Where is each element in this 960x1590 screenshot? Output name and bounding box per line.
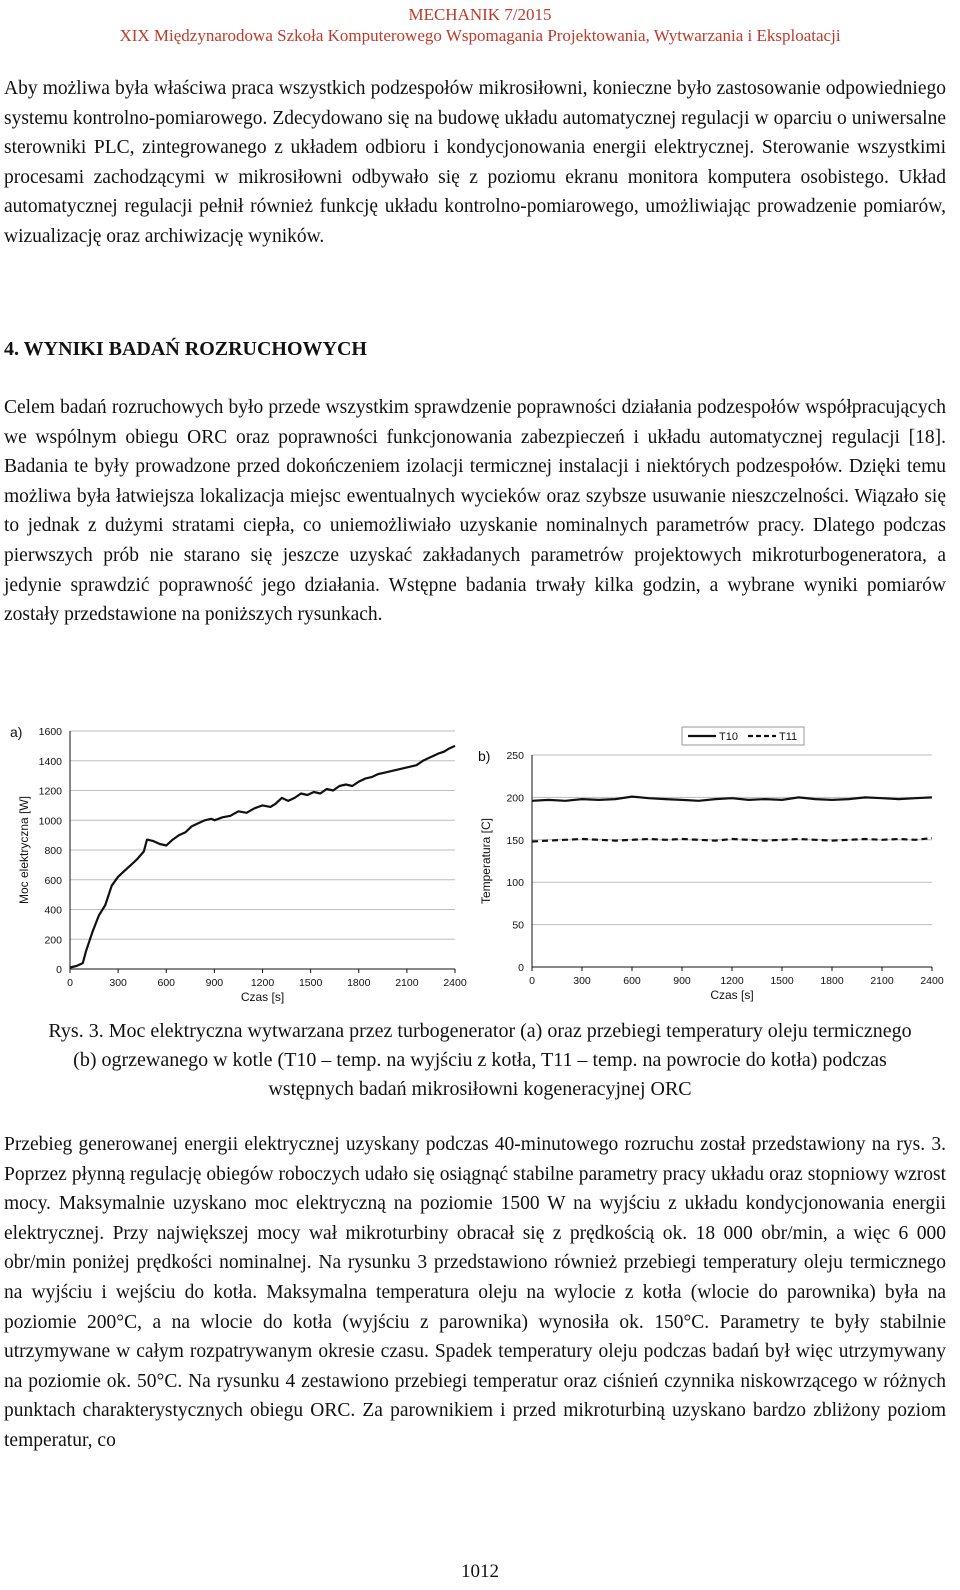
chart-a-ytick-label: 1000	[38, 815, 62, 828]
chart-a-y-axis-label: Moc elektryczna [W]	[17, 795, 31, 905]
chart-b-ytick-label: 200	[506, 792, 524, 805]
chart-b-series-t11-line	[532, 838, 932, 841]
chart-b-panel-label: b)	[478, 748, 491, 764]
chart-b-xtick-label: 2100	[870, 975, 894, 987]
chart-a-xtick-label: 900	[205, 977, 224, 989]
figure-3	[0, 718, 960, 1018]
paragraph-control-system: Aby możliwa była właściwa praca wszystkich podzespołów mikrosiłowni, konieczne było zastosowanie odpowiedniego systemu kontrolno-pomiarowego. Zdecydowano się na budowę układu automatycznej regulacji w oparciu o uniwersalne sterowniki PLC, zintegrowanego z układem odbioru i kondycjonowania energii elektrycznej. Sterowanie wszystkimi procesami zachodzącymi w mikrosiłowni odbywało się z poziomu ekranu monitora komputera osobistego. Układ automatycznej regulacji pełnił również funkcję układu kontrolno-pomiarowego, umożliwiając prowadzenie pomiarów, wizualizację oraz archiwizację wyników.	[4, 78, 946, 247]
conference-title: XIX Międzynarodowa Szkoła Komputerowego Wspomagania Projektowania, Wytwarzania i Eksploatacji	[119, 26, 841, 45]
chart-a-xtick-label: 1800	[347, 977, 371, 989]
chart-a-ytick-label: 0	[56, 964, 62, 976]
chart-a-xtick-label: 0	[67, 977, 73, 989]
chart-b-ytick-label: 250	[506, 750, 524, 762]
chart-a-panel-label: a)	[10, 724, 23, 740]
chart-a-ytick-label: 200	[44, 934, 62, 947]
chart-b-y-axis-label: Temperatura [C]	[479, 817, 493, 905]
chart-b-xtick-label: 900	[673, 975, 691, 987]
chart-a-xtick-label: 2100	[395, 977, 419, 989]
chart-b-xtick-label: 1800	[820, 975, 844, 987]
chart-a-xtick-label: 1500	[298, 977, 323, 989]
section-heading: 4. WYNIKI BADAŃ ROZRUCHOWYCH	[4, 338, 367, 360]
page-number: 1012	[461, 1561, 499, 1582]
chart-b-x-axis-label: Czas [s]	[710, 988, 754, 1002]
chart-b-xtick-label: 1200	[720, 975, 744, 987]
chart-b-ytick-label: 100	[506, 877, 524, 890]
chart-a-ytick-label: 1600	[38, 726, 62, 738]
paragraph-results: Przebieg generowanej energii elektrycznej uzyskany podczas 40-minutowego rozruchu został przedstawiony na rys. 3. Poprzez płynną regulację obiegów roboczych udało się osiągnąć stabilne parametry pracy układu oraz stopniowy wzrost mocy. Maksymalnie uzyskano moc elektryczną na poziomie 1500 W na wyjściu z układu kondycjonowania energii elektrycznej. Przy największej mocy wał mikroturbiny obracał się z prędkością ok. 18 000 obr/min, a więc 6 000 obr/min poniżej prędkości nominalnej. Na rysunku 3 przedstawiono również przebiegi temperatury oleju termicznego na wyjściu i wejściu do kotła. Maksymalna temperatura oleju na wylocie z kotła (wlocie do parownika) była na poziomie 200°C, a na wlocie do kotła (wyjściu z parownika) wynosiła ok. 150°C. Parametry te były stabilnie utrzymywane w całym rozpatrywanym okresie czasu. Spadek temperatury oleju podczas badań był więc utrzymywany na poziomie ok. 50°C. Na rysunku 4 zestawiono przebiegi temperatur oraz ciśnień czynnika niskowrzącego w różnych punktach charakterystycznych obiegu ORC. Za parownikiem i przed mikroturbiną uzyskano bardzo zbliżony poziom temperatur, co	[4, 1134, 946, 1451]
chart-b-xtick-label: 300	[573, 975, 591, 987]
journal-title: MECHANIK 7/2015	[408, 5, 552, 24]
chart-b-xtick-label: 2400	[920, 975, 944, 987]
chart-a-x-axis-label: Czas [s]	[240, 990, 285, 1004]
chart-a-ytick-label: 1200	[38, 785, 62, 798]
paragraph-startup-tests: Celem badań rozruchowych było przede wszystkim sprawdzenie poprawności działania podzespołów współpracujących we wspólnym obiegu ORC oraz poprawności funkcjonowania zabezpieczeń i układu automatycznej regulacji [18]. Badania te były prowadzone przed dokończeniem izolacji termicznej instalacji i niektórych podzespołów. Dzięki temu możliwa była łatwiejsza lokalizacja miejsc ewentualnych wycieków oraz szybsze usuwanie nieszczelności. Wiązało się to jednak z dużymi stratami ciepła, co uniemożliwiało uzyskanie nominalnych parametrów pracy. Dlatego podczas pierwszych prób nie starano się jeszcze uzyskać zakładanych parametrów projektowych mikroturbogeneratora, a jedynie sprawdzić poprawność jego działania. Wstępne badania trwały kilka godzin, a wybrane wyniki pomiarów zostały przedstawione na poniższych rysunkach.	[4, 397, 946, 626]
chart-b-xtick-label: 600	[623, 975, 641, 987]
chart-a-ytick-label: 1400	[38, 755, 62, 768]
chart-a-xtick-label: 2400	[443, 977, 467, 989]
figure-3-charts	[0, 718, 960, 1018]
chart-a-ytick-label: 600	[44, 874, 62, 887]
page-header	[0, 0, 960, 46]
chart-b-legend-label-t10: T10	[719, 731, 738, 743]
chart-a-series-line-line	[70, 746, 455, 968]
figure-caption: Rys. 3. Moc elektryczna wytwarzana przez turbogenerator (a) oraz przebiegi temperatury oleju termicznego (b) ogrzewanego w kotle (T10 – temp. na wyjściu z kotła, T11 – temp. na powrocie do kotła) podczas wstępnych badań mikrosiłowni kogeneracyjnej ORC	[48, 1020, 912, 1100]
chart-a-xtick-label: 1200	[250, 977, 275, 989]
chart-a-xtick-label: 300	[109, 977, 127, 989]
chart-a-power	[10, 724, 467, 1004]
chart-b-temperature	[478, 727, 944, 1002]
chart-b-ytick-label: 0	[518, 962, 524, 974]
chart-b-ytick-label: 50	[512, 919, 524, 932]
chart-a-ytick-label: 800	[44, 845, 62, 857]
chart-b-xtick-label: 1500	[770, 975, 794, 987]
chart-b-ytick-label: 150	[506, 834, 524, 847]
chart-a-ytick-label: 400	[44, 904, 62, 917]
chart-b-legend-label-t11: T11	[779, 731, 798, 743]
chart-a-xtick-label: 600	[157, 977, 176, 989]
chart-b-xtick-label: 0	[529, 975, 535, 987]
